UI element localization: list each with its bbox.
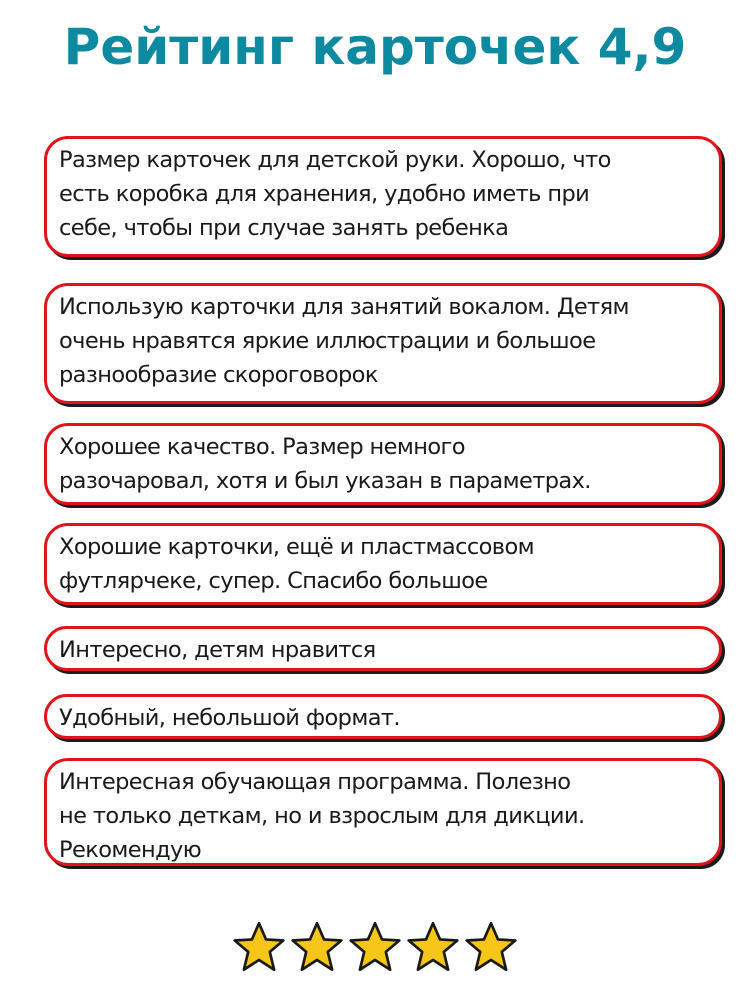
review-text: Интересно, детям нравится: [59, 637, 376, 663]
star-icon: [464, 920, 518, 974]
review-text: Размер карточек для детской руки. Хорошо, что есть коробка для хранения, удобно иметь при себе, чтобы при случае занять ребенка: [59, 147, 611, 241]
review-text: Хорошие карточки, ещё и пластмассовом футлярчеке, супер. Спасибо большое: [59, 534, 535, 594]
review-text: Удобный, небольшой формат.: [59, 705, 400, 731]
review-text: Использую карточки для занятий вокалом. Детям очень нравятся яркие иллюстрации и большое разнообразие скороговорок: [59, 294, 629, 388]
review-text: Хорошее качество. Размер немного разочаровал, хотя и был указан в параметрах.: [59, 434, 591, 494]
review-card: [44, 523, 722, 605]
review-card: [44, 423, 722, 505]
review-text: Интересная обучающая программа. Полезно не только деткам, но и взрослым для дикции. Рекомендую: [59, 769, 585, 863]
page-title: Рейтинг карточек 4,9: [63, 18, 687, 76]
review-card: [44, 626, 722, 671]
star-icon: [348, 920, 402, 974]
star-icon: [232, 920, 286, 974]
star-icon: [290, 920, 344, 974]
review-card: [44, 694, 722, 739]
review-card: [44, 283, 722, 404]
rating-stars: [0, 920, 750, 974]
review-card: [44, 758, 722, 866]
review-card: [44, 136, 722, 257]
star-icon: [406, 920, 460, 974]
